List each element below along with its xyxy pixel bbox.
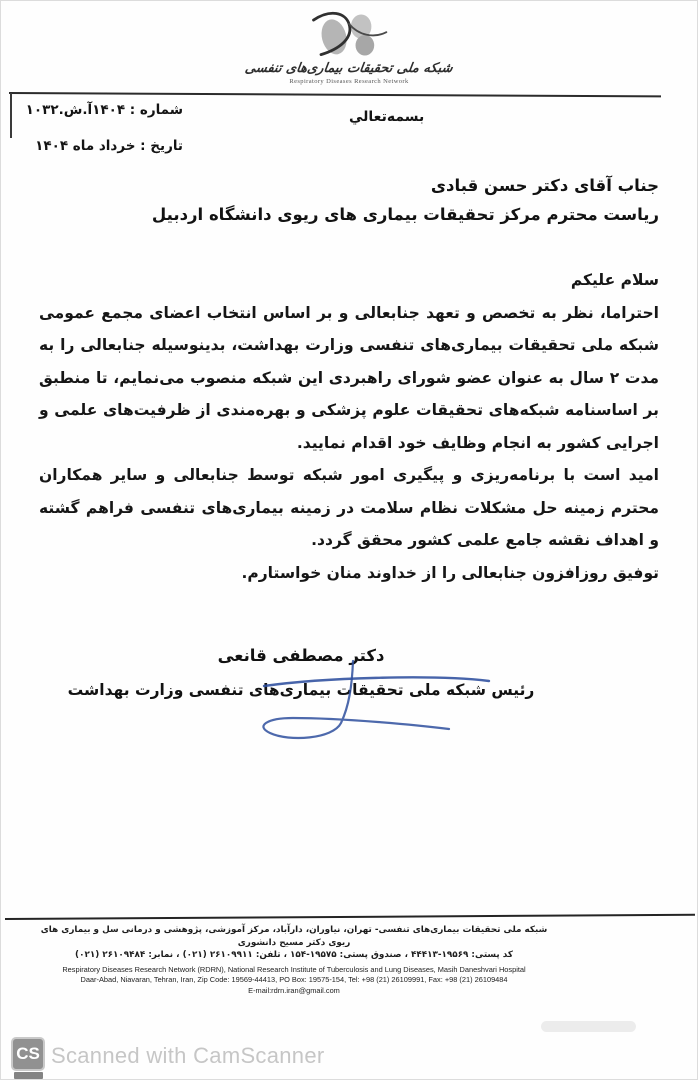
body-paragraph-3: توفیق روزافزون جنابعالی را از خداوند منان خواستارم. bbox=[241, 563, 659, 582]
letter-body bbox=[39, 264, 659, 589]
letterhead-rule bbox=[9, 92, 661, 97]
signatory-name: دکتر مصطفی قانعی bbox=[217, 646, 385, 665]
footer-contacts-fa: کد پستی: ۱۹۵۶۹-۴۴۴۱۳ ، صندوق پستی: ۱۹۵۷۵-۱۵۴ ، تلفن: ۲۶۱۰۹۹۱۱ (۰۲۱) ، نمابر: ۲۶۱۰۹۴۸۴ (۰۲۱) bbox=[75, 950, 513, 960]
besmele-heading: بسمه‌تعالي bbox=[349, 109, 425, 125]
body-paragraph-1: احتراما، نظر به تخصص و تعهد جنابعالی و بر اساس انتخاب اعضای مجمع عمومی شبکه ملی تحقیقات بیماری‌های تنفسی وزارت بهداشت، بدینوسیله جنابعالی را به مدت ۲ سال به عنوان عضو شورای راهبردی این شبکه منصوب می‌نمایم، تا منطبق بر اساسنامه شبکه‌های تحقیقات علوم پزشکی و بهره‌مندی از ظرفیت‌های علمی و اجرایی کشور به انجام وظایف خود اقدام نمایید. bbox=[39, 303, 659, 452]
scan-smudge bbox=[541, 1021, 636, 1032]
body-paragraph-2: امید است با برنامه‌ریزی و پیگیری امور شبکه توسط جنابعالی و سایر همکاران محترم زمینه حل مشکلات نظام سلامت در زمینه بیماری‌های تنفسی فراهم گشته و اهداف نقشه جامع علمی کشور محقق گردد. bbox=[39, 466, 659, 549]
signature-block bbox=[61, 646, 541, 699]
footer-block bbox=[29, 924, 559, 996]
camscanner-watermark-text: Scanned with CamScanner bbox=[51, 1043, 325, 1068]
logo-calligraphy-text: شبکه ملی تحقیقات بیماری‌های تنفسی bbox=[244, 61, 454, 76]
recipient-block bbox=[152, 171, 659, 229]
camscanner-logo-icon: CS bbox=[11, 1037, 45, 1071]
logo-english-text: Respiratory Diseases Research Network bbox=[289, 78, 409, 85]
letter-date: تاریخ : خرداد ماه ۱۴۰۴ bbox=[35, 138, 183, 154]
footer-rule bbox=[5, 914, 695, 920]
footer-network-en: Respiratory Diseases Research Network (RDRN), National Research Institute of Tuberculosis and Lung Diseases, Masih Daneshvari Hospital bbox=[62, 964, 526, 974]
recipient-name: جناب آقای دکتر حسن قبادی bbox=[430, 176, 659, 195]
letterhead bbox=[1, 7, 697, 85]
footer-address-en: Daar-Abad, Niavaran, Tehran, Iran, Zip Code: 19569-44413, PO Box: 19575-154, Tel: +98 (21) 26109991, Fax: +98 (21) 26109484 bbox=[80, 975, 508, 984]
letter-meta bbox=[21, 102, 183, 154]
scan-edge-mark bbox=[10, 93, 12, 138]
signatory-title: رئیس شبکه ملی تحقیقات بیماری‌های تنفسی وزارت بهداشت bbox=[67, 681, 535, 699]
salutation: سلام علیکم bbox=[570, 271, 659, 289]
letter-number: شماره : ۱۴۰۴آ.ش.۱۰۳۲ bbox=[25, 102, 183, 118]
camscanner-logo-base bbox=[14, 1072, 43, 1079]
footer-email: E-mail:rdrn.iran@gmail.com bbox=[248, 985, 340, 995]
lungs-logo-icon bbox=[301, 7, 397, 63]
footer-address-fa: شبکه ملی تحقیقات بیماری‌های تنفسی- تهران، نیاوران، دارآباد، مرکز آموزشی، پژوهشی و درمانی سل و بیماری های ریوی دکتر مسیح دانشوری bbox=[40, 925, 548, 948]
recipient-title: ریاست محترم مرکز تحقیقات بیماری های ریوی دانشگاه اردبیل bbox=[151, 205, 659, 224]
